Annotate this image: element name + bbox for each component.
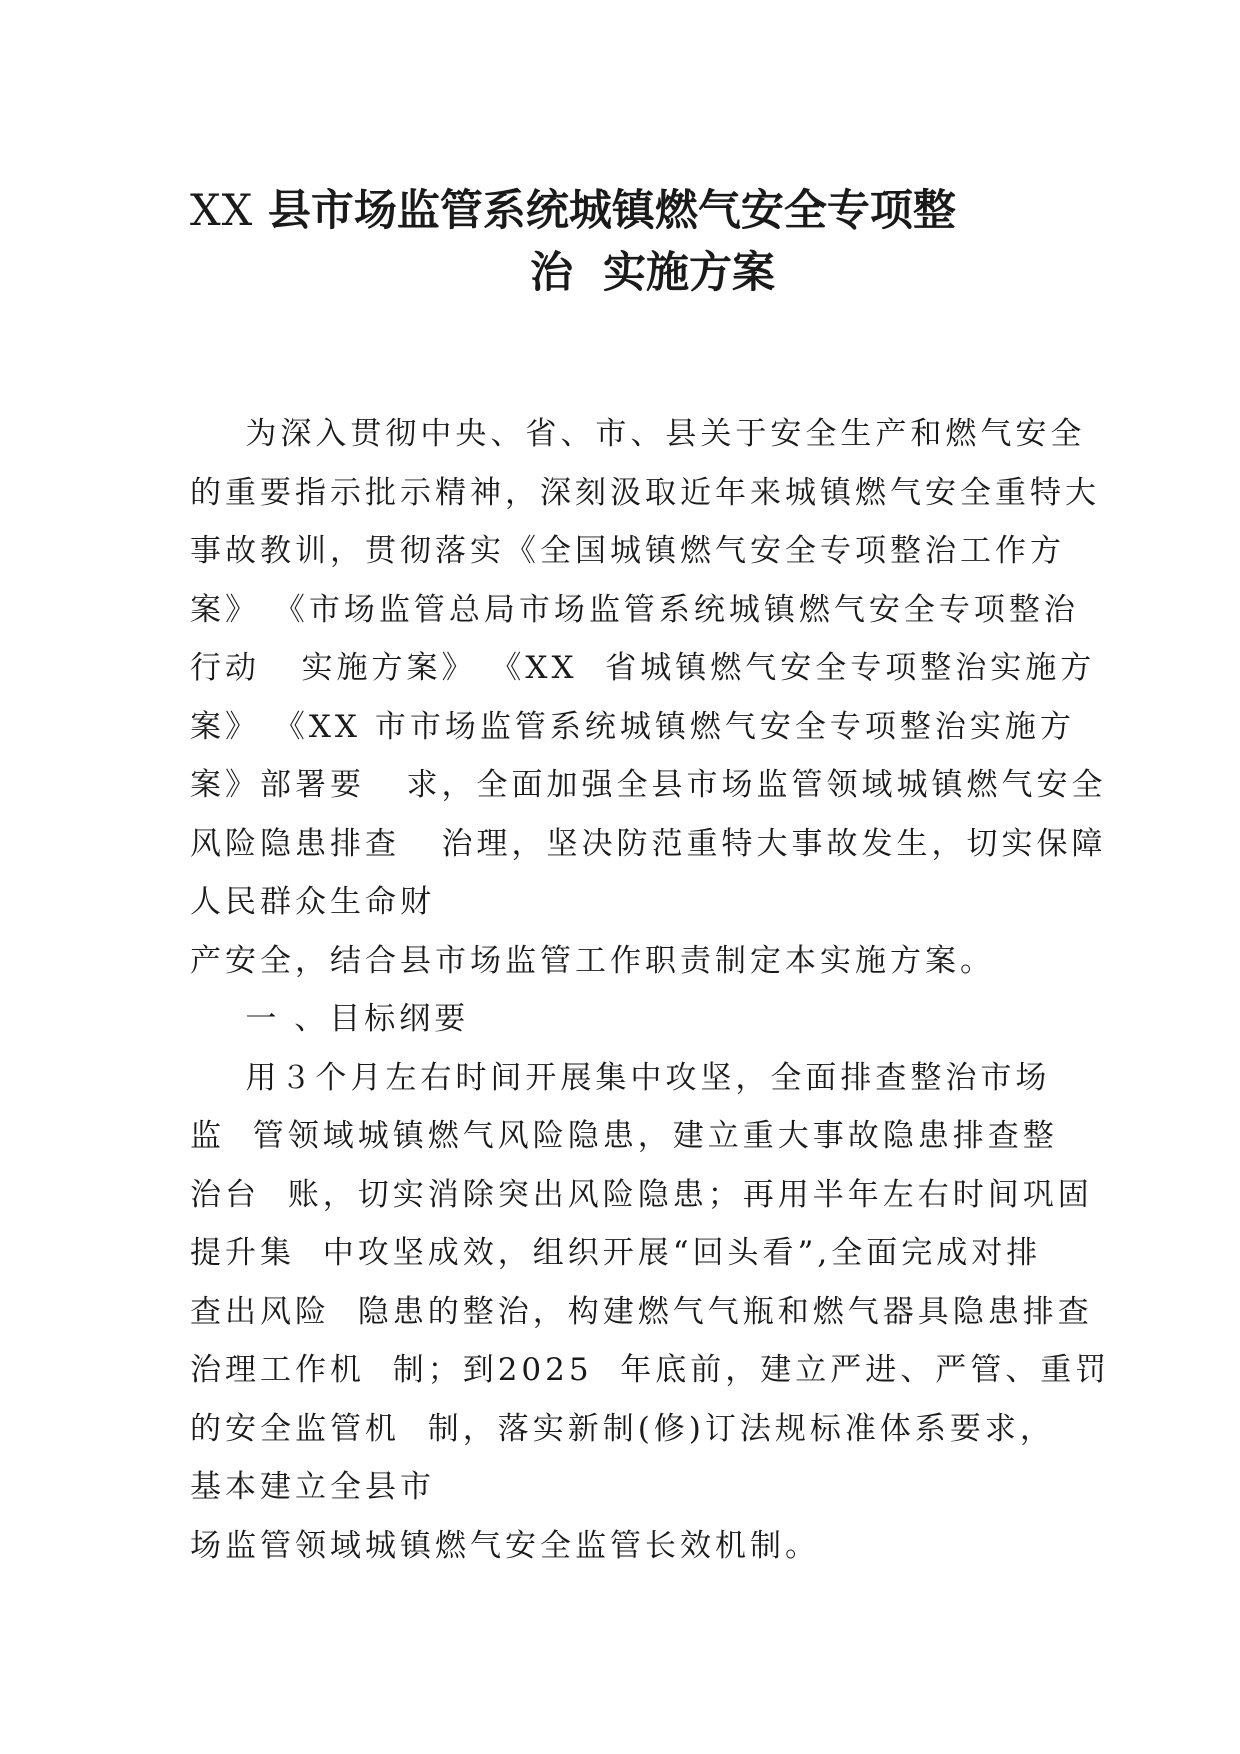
paragraph-line: 治理工作机 制；到2025 年底前，建立严进、严管、重罚 [190,1352,1111,1388]
section-heading: 一 、目标纲要 [190,1001,470,1037]
paragraph-line: 治台 账，切实消除突出风险隐患；再用半年左右时间巩固 [190,1176,1093,1213]
paragraph-line: 案》 《市场监管总局市场监管系统城镇燃气安全专项整治 [190,591,1079,628]
paragraph-line: 产安全，结合县市场监管工作职责制定本实施方案。 [190,942,995,979]
title-prefix: XX [190,186,268,236]
title-line-2: 治 实施方案 [530,248,775,298]
title-line-1 [190,180,1050,242]
paragraph-line: 行动 实施方案》 《XX 省城镇燃气安全专项整治实施方 [190,650,1096,686]
paragraph-line: 场监管领域城镇燃气安全监管长效机制。 [190,1527,820,1564]
paragraph-line: 的安全监管机 制，落实新制(修)订法规标准体系要求， [190,1410,1055,1447]
paragraph-line: 基本建立全县市 [190,1469,435,1505]
paragraph-line: 事故教训，贯彻落实《全国城镇燃气安全专项整治工作方 [190,533,1065,569]
paragraph-line: 案》 《XX 市市场监管系统城镇燃气安全专项整治实施方 [190,708,1075,745]
paragraph-line: 提升集 中攻坚成效，组织开展“回头看”,全面完成对排 [190,1235,1042,1271]
document-body [190,405,1111,1575]
paragraph-line: 的重要指示批示精神，深刻汲取近年来城镇燃气安全重特大 [190,474,1100,511]
document-title [190,180,1050,304]
paragraph-line: 人民群众生命财 [190,884,435,920]
paragraph-line: 案》部署要 求，全面加强全县市场监管领域城镇燃气安全 [190,767,1107,803]
paragraph-line: 风险隐患排查 治理，坚决防范重特大事故发生，切实保障 [190,825,1107,862]
paragraph-line: 监 管领域城镇燃气风险隐患，建立重大事故隐患排查整 [190,1118,1058,1154]
paragraph-line: 查出风险 隐患的整治，构建燃气气瓶和燃气器具隐患排查 [190,1293,1093,1330]
title-text: 县市场监管系统城镇燃气安全专项整 [267,186,956,236]
paragraph-line: 用３个月左右时间开展集中攻坚，全面排查整治市场 [190,1059,1051,1096]
paragraph-line: 为深入贯彻中央、省、市、县关于安全生产和燃气安全 [190,416,1086,452]
